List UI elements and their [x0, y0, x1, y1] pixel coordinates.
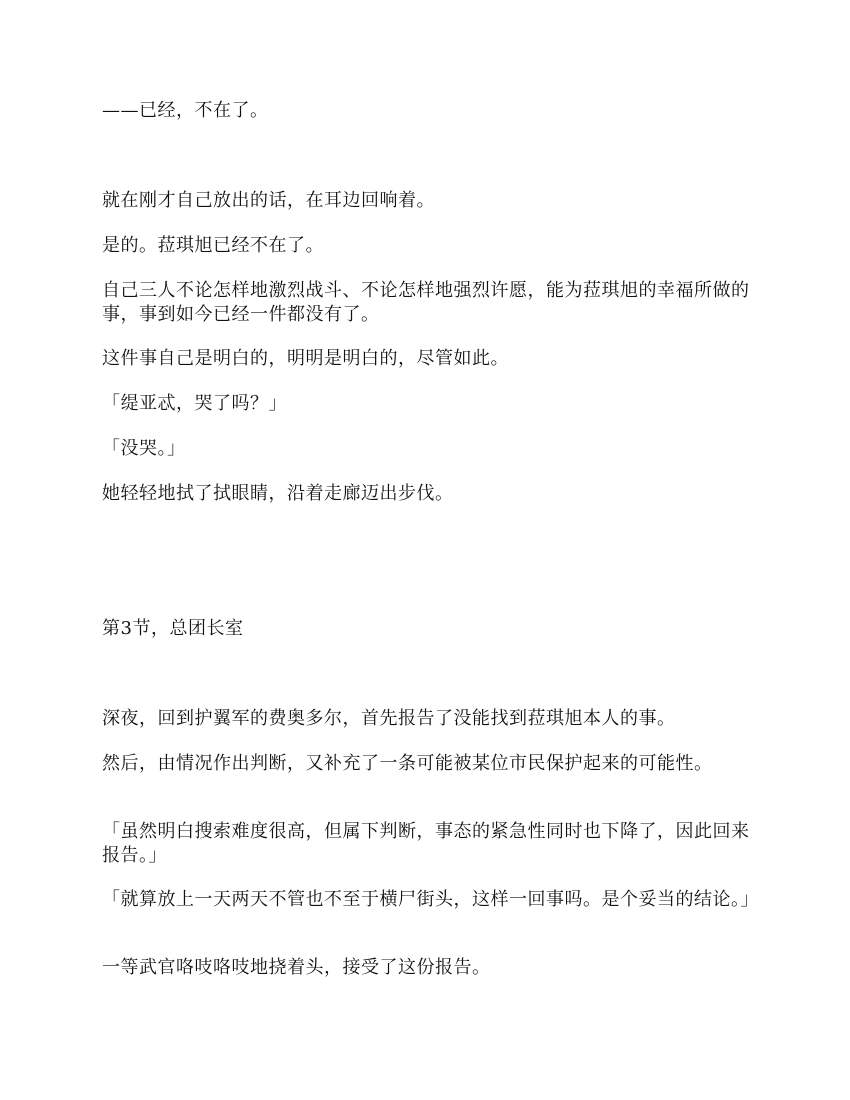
- paragraph: 这件事自己是明白的，明明是明白的，尽管如此。: [102, 348, 509, 369]
- paragraph: 深夜，回到护翼军的费奥多尔，首先报告了没能找到菈琪旭本人的事。: [102, 708, 676, 729]
- paragraph: 「缇亚忒，哭了吗？」: [102, 393, 287, 414]
- paragraph: 「没哭。」: [102, 438, 186, 459]
- paragraph: 是的。菈琪旭已经不在了。: [102, 235, 324, 256]
- paragraph: ——已经，不在了。: [102, 100, 269, 121]
- paragraph: 她轻轻地拭了拭眼睛，沿着走廊迈出步伐。: [102, 483, 454, 504]
- paragraph: 自己三人不论怎样地激烈战斗、不论怎样地强烈许愿，能为菈琪旭的幸福所做的事，事到如今已经一件都没有了。: [102, 280, 750, 325]
- section-heading: 第3节，总团长室: [102, 618, 244, 639]
- paragraph: 一等武官咯吱咯吱地挠着头，接受了这份报告。: [102, 957, 491, 978]
- paragraph: 「就算放上一天两天不管也不至于横尸街头，这样一回事吗。是个妥当的结论。」: [102, 889, 759, 910]
- paragraph: 「虽然明白搜索难度很高，但属下判断，事态的紧急性同时也下降了，因此回来报告。」: [102, 821, 750, 866]
- paragraph: 就在刚才自己放出的话，在耳边回响着。: [102, 190, 435, 211]
- paragraph: 然后，由情况作出判断，又补充了一条可能被某位市民保护起来的可能性。: [102, 753, 713, 774]
